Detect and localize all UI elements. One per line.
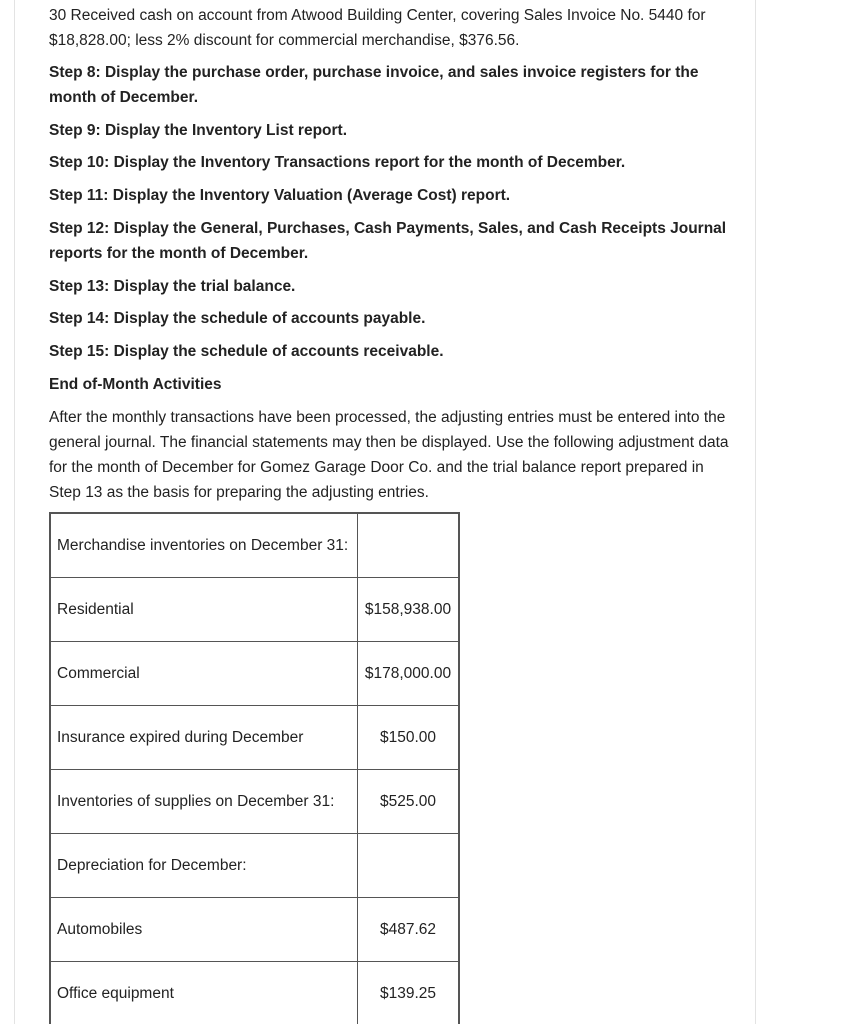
row-value: $150.00 [358, 706, 460, 770]
row-value: $158,938.00 [358, 578, 460, 642]
instructions-paragraph: After the monthly transactions have been processed, the adjusting entries must be entered into the general journal. The financial statements may then be displayed. Use the following adjustment data for the month of December for Gomez Garage Door Co. and the trial balance report prepared in Step 13 as the basis for preparing the adjusting entries. [49, 409, 729, 501]
section-heading: End of-Month Activities [49, 376, 222, 393]
row-label: Residential [50, 578, 358, 642]
row-value [358, 834, 460, 898]
step-13: Step 13: Display the trial balance. [49, 278, 296, 295]
step-14: Step 14: Display the schedule of accounts payable. [49, 310, 426, 327]
step-8: Step 8: Display the purchase order, purchase invoice, and sales invoice registers for the month of December. [49, 64, 699, 106]
step-11: Step 11: Display the Inventory Valuation (Average Cost) report. [49, 187, 511, 204]
row-label: Inventories of supplies on December 31: [50, 770, 358, 834]
table-row [50, 513, 459, 578]
row-value: $525.00 [358, 770, 460, 834]
row-label: Merchandise inventories on December 31: [50, 513, 358, 578]
step-10: Step 10: Display the Inventory Transactions report for the month of December. [49, 154, 626, 171]
document-page [14, 0, 756, 1024]
step-12: Step 12: Display the General, Purchases, Cash Payments, Sales, and Cash Receipts Journal reports for the month of December. [49, 220, 727, 262]
table-row [50, 834, 459, 898]
row-value: $487.62 [358, 898, 460, 962]
table-row [50, 770, 459, 834]
row-label: Depreciation for December: [50, 834, 358, 898]
table-row [50, 962, 459, 1024]
table-row [50, 898, 459, 962]
row-value: $178,000.00 [358, 642, 460, 706]
row-value [358, 513, 460, 578]
step-9: Step 9: Display the Inventory List report. [49, 122, 348, 139]
step-15: Step 15: Display the schedule of accounts receivable. [49, 343, 444, 360]
row-label: Insurance expired during December [50, 706, 358, 770]
row-label: Automobiles [50, 898, 358, 962]
row-label: Commercial [50, 642, 358, 706]
table-row [50, 706, 459, 770]
table-row [50, 642, 459, 706]
transaction-line: 30 Received cash on account from Atwood Building Center, covering Sales Invoice No. 5440 for $18,828.00; less 2% discount for commercial merchandise, $376.56. [49, 7, 706, 49]
row-label: Office equipment [50, 962, 358, 1024]
adjustment-data-table [49, 512, 460, 1024]
row-value: $139.25 [358, 962, 460, 1024]
table-row [50, 578, 459, 642]
